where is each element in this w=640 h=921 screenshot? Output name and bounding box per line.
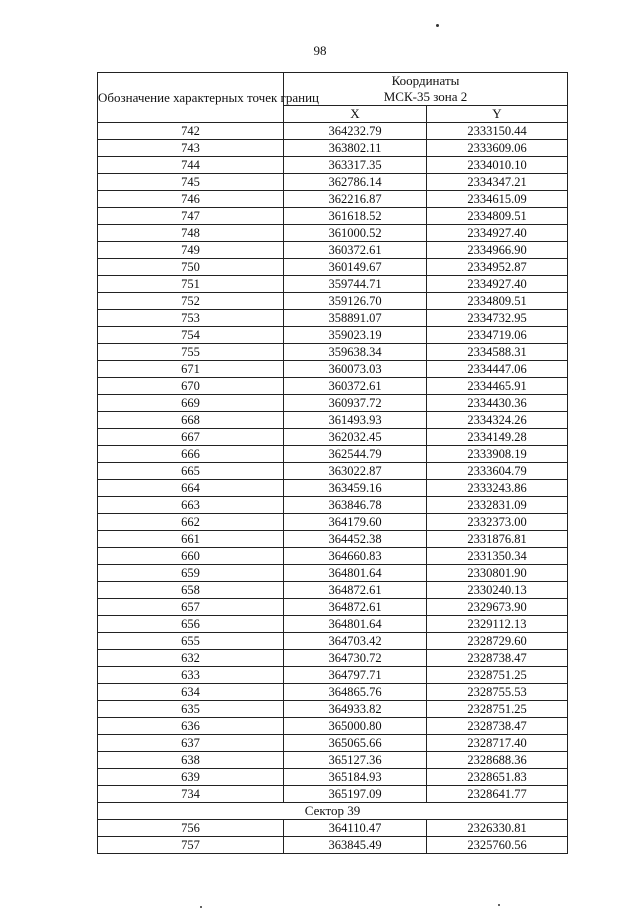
table-body-main bbox=[98, 123, 568, 803]
point-cell: 664 bbox=[98, 480, 284, 497]
x-cell: 362032.45 bbox=[284, 429, 427, 446]
y-cell: 2334809.51 bbox=[427, 293, 568, 310]
point-cell: 754 bbox=[98, 327, 284, 344]
table-row bbox=[98, 701, 568, 718]
table-row bbox=[98, 157, 568, 174]
y-cell: 2334149.28 bbox=[427, 429, 568, 446]
table-row bbox=[98, 276, 568, 293]
x-cell: 364801.64 bbox=[284, 616, 427, 633]
point-cell: 632 bbox=[98, 650, 284, 667]
x-cell: 364730.72 bbox=[284, 650, 427, 667]
table-row bbox=[98, 582, 568, 599]
point-cell: 659 bbox=[98, 565, 284, 582]
y-cell: 2333604.79 bbox=[427, 463, 568, 480]
point-cell: 742 bbox=[98, 123, 284, 140]
point-cell: 633 bbox=[98, 667, 284, 684]
x-cell: 362544.79 bbox=[284, 446, 427, 463]
y-cell: 2332373.00 bbox=[427, 514, 568, 531]
y-cell: 2334588.31 bbox=[427, 344, 568, 361]
point-cell: 658 bbox=[98, 582, 284, 599]
y-cell: 2330801.90 bbox=[427, 565, 568, 582]
scan-speck bbox=[498, 904, 500, 906]
y-cell: 2328751.25 bbox=[427, 701, 568, 718]
point-cell: 663 bbox=[98, 497, 284, 514]
point-cell: 755 bbox=[98, 344, 284, 361]
y-cell: 2334430.36 bbox=[427, 395, 568, 412]
point-cell: 660 bbox=[98, 548, 284, 565]
x-cell: 364110.47 bbox=[284, 820, 427, 837]
sector-section bbox=[98, 803, 568, 820]
point-cell: 747 bbox=[98, 208, 284, 225]
point-cell: 634 bbox=[98, 684, 284, 701]
scan-speck bbox=[436, 24, 439, 27]
x-cell: 360149.67 bbox=[284, 259, 427, 276]
x-cell: 364872.61 bbox=[284, 599, 427, 616]
table-row bbox=[98, 395, 568, 412]
table-row bbox=[98, 752, 568, 769]
point-cell: 671 bbox=[98, 361, 284, 378]
y-cell: 2331876.81 bbox=[427, 531, 568, 548]
table-row bbox=[98, 837, 568, 854]
table-row bbox=[98, 191, 568, 208]
x-cell: 363845.49 bbox=[284, 837, 427, 854]
point-cell: 750 bbox=[98, 259, 284, 276]
y-cell: 2333243.86 bbox=[427, 480, 568, 497]
scan-speck bbox=[200, 906, 202, 908]
table-row bbox=[98, 616, 568, 633]
point-cell: 749 bbox=[98, 242, 284, 259]
x-cell: 364703.42 bbox=[284, 633, 427, 650]
point-cell: 667 bbox=[98, 429, 284, 446]
table-row bbox=[98, 225, 568, 242]
y-cell: 2329112.13 bbox=[427, 616, 568, 633]
x-cell: 364801.64 bbox=[284, 565, 427, 582]
x-cell: 362786.14 bbox=[284, 174, 427, 191]
table-row bbox=[98, 242, 568, 259]
y-cell: 2332831.09 bbox=[427, 497, 568, 514]
point-cell: 666 bbox=[98, 446, 284, 463]
point-cell: 668 bbox=[98, 412, 284, 429]
table-row bbox=[98, 327, 568, 344]
table-row bbox=[98, 344, 568, 361]
y-cell: 2328717.40 bbox=[427, 735, 568, 752]
y-cell: 2334324.26 bbox=[427, 412, 568, 429]
table-row bbox=[98, 820, 568, 837]
y-cell: 2334809.51 bbox=[427, 208, 568, 225]
coordinates-table bbox=[97, 72, 568, 854]
point-cell: 665 bbox=[98, 463, 284, 480]
x-cell: 361618.52 bbox=[284, 208, 427, 225]
point-cell: 753 bbox=[98, 310, 284, 327]
point-cell: 744 bbox=[98, 157, 284, 174]
point-cell: 752 bbox=[98, 293, 284, 310]
y-cell: 2328688.36 bbox=[427, 752, 568, 769]
point-cell: 743 bbox=[98, 140, 284, 157]
y-cell: 2329673.90 bbox=[427, 599, 568, 616]
point-cell: 745 bbox=[98, 174, 284, 191]
table-row bbox=[98, 429, 568, 446]
coordinates-group-header bbox=[284, 73, 568, 106]
table-row bbox=[98, 769, 568, 786]
table-row bbox=[98, 531, 568, 548]
y-cell: 2328751.25 bbox=[427, 667, 568, 684]
y-cell: 2334615.09 bbox=[427, 191, 568, 208]
x-cell: 359638.34 bbox=[284, 344, 427, 361]
coordinate-system: МСК-35 зона 2 bbox=[383, 89, 468, 104]
y-cell: 2331350.34 bbox=[427, 548, 568, 565]
x-cell: 365065.66 bbox=[284, 735, 427, 752]
x-cell: 359744.71 bbox=[284, 276, 427, 293]
y-cell: 2333609.06 bbox=[427, 140, 568, 157]
y-cell: 2328651.83 bbox=[427, 769, 568, 786]
y-cell: 2328755.53 bbox=[427, 684, 568, 701]
y-cell: 2328738.47 bbox=[427, 650, 568, 667]
table-row bbox=[98, 684, 568, 701]
point-cell: 639 bbox=[98, 769, 284, 786]
y-cell: 2326330.81 bbox=[427, 820, 568, 837]
y-cell: 2334952.87 bbox=[427, 259, 568, 276]
y-cell: 2334732.95 bbox=[427, 310, 568, 327]
x-cell: 360372.61 bbox=[284, 378, 427, 395]
table-row bbox=[98, 599, 568, 616]
x-cell: 365184.93 bbox=[284, 769, 427, 786]
table-row bbox=[98, 463, 568, 480]
table-row bbox=[98, 140, 568, 157]
point-cell: 637 bbox=[98, 735, 284, 752]
table-row bbox=[98, 310, 568, 327]
point-cell: 662 bbox=[98, 514, 284, 531]
point-cell: 746 bbox=[98, 191, 284, 208]
table-row bbox=[98, 446, 568, 463]
coordinates-title: Координаты bbox=[391, 73, 460, 88]
table-row bbox=[98, 123, 568, 140]
x-cell: 364660.83 bbox=[284, 548, 427, 565]
y-cell: 2334010.10 bbox=[427, 157, 568, 174]
y-cell: 2333150.44 bbox=[427, 123, 568, 140]
point-cell: 656 bbox=[98, 616, 284, 633]
y-cell: 2334447.06 bbox=[427, 361, 568, 378]
y-column-header: Y bbox=[427, 106, 568, 123]
table-row bbox=[98, 735, 568, 752]
header-row bbox=[98, 73, 568, 106]
table-row bbox=[98, 633, 568, 650]
table-body-sector bbox=[98, 820, 568, 854]
point-cell: 757 bbox=[98, 837, 284, 854]
x-cell: 364872.61 bbox=[284, 582, 427, 599]
x-cell: 359023.19 bbox=[284, 327, 427, 344]
x-cell: 360372.61 bbox=[284, 242, 427, 259]
y-cell: 2328641.77 bbox=[427, 786, 568, 803]
x-cell: 364452.38 bbox=[284, 531, 427, 548]
x-cell: 361000.52 bbox=[284, 225, 427, 242]
point-cell: 734 bbox=[98, 786, 284, 803]
x-cell: 363846.78 bbox=[284, 497, 427, 514]
y-cell: 2328738.47 bbox=[427, 718, 568, 735]
point-cell: 636 bbox=[98, 718, 284, 735]
x-cell: 364797.71 bbox=[284, 667, 427, 684]
x-cell: 364933.82 bbox=[284, 701, 427, 718]
table-row bbox=[98, 718, 568, 735]
table-row bbox=[98, 514, 568, 531]
y-cell: 2334927.40 bbox=[427, 276, 568, 293]
y-cell: 2333908.19 bbox=[427, 446, 568, 463]
sector-row bbox=[98, 803, 568, 820]
x-cell: 363802.11 bbox=[284, 140, 427, 157]
x-cell: 365000.80 bbox=[284, 718, 427, 735]
y-cell: 2334719.06 bbox=[427, 327, 568, 344]
x-cell: 364179.60 bbox=[284, 514, 427, 531]
table-row bbox=[98, 412, 568, 429]
point-cell: 756 bbox=[98, 820, 284, 837]
table-row bbox=[98, 174, 568, 191]
point-cell: 670 bbox=[98, 378, 284, 395]
point-cell: 748 bbox=[98, 225, 284, 242]
y-cell: 2334347.21 bbox=[427, 174, 568, 191]
y-cell: 2328729.60 bbox=[427, 633, 568, 650]
point-cell: 655 bbox=[98, 633, 284, 650]
x-cell: 365127.36 bbox=[284, 752, 427, 769]
x-cell: 363459.16 bbox=[284, 480, 427, 497]
table-row bbox=[98, 786, 568, 803]
point-cell: 669 bbox=[98, 395, 284, 412]
point-column-header: Обозначение характерных точек границ bbox=[98, 73, 284, 123]
table-row bbox=[98, 293, 568, 310]
table-row bbox=[98, 548, 568, 565]
y-cell: 2325760.56 bbox=[427, 837, 568, 854]
point-cell: 661 bbox=[98, 531, 284, 548]
y-cell: 2334966.90 bbox=[427, 242, 568, 259]
x-cell: 365197.09 bbox=[284, 786, 427, 803]
x-cell: 364865.76 bbox=[284, 684, 427, 701]
point-cell: 635 bbox=[98, 701, 284, 718]
point-cell: 657 bbox=[98, 599, 284, 616]
x-cell: 361493.93 bbox=[284, 412, 427, 429]
point-cell: 751 bbox=[98, 276, 284, 293]
x-cell: 360073.03 bbox=[284, 361, 427, 378]
table-row bbox=[98, 497, 568, 514]
point-cell: 638 bbox=[98, 752, 284, 769]
table-row bbox=[98, 565, 568, 582]
x-cell: 363022.87 bbox=[284, 463, 427, 480]
table-row bbox=[98, 208, 568, 225]
table-row bbox=[98, 361, 568, 378]
table-row bbox=[98, 378, 568, 395]
table-row bbox=[98, 480, 568, 497]
x-cell: 364232.79 bbox=[284, 123, 427, 140]
table-row bbox=[98, 667, 568, 684]
x-cell: 362216.87 bbox=[284, 191, 427, 208]
x-cell: 363317.35 bbox=[284, 157, 427, 174]
x-cell: 358891.07 bbox=[284, 310, 427, 327]
x-cell: 359126.70 bbox=[284, 293, 427, 310]
y-cell: 2330240.13 bbox=[427, 582, 568, 599]
table-row bbox=[98, 650, 568, 667]
table-row bbox=[98, 259, 568, 276]
y-cell: 2334927.40 bbox=[427, 225, 568, 242]
y-cell: 2334465.91 bbox=[427, 378, 568, 395]
x-cell: 360937.72 bbox=[284, 395, 427, 412]
page-number: 98 bbox=[313, 43, 327, 58]
x-column-header: X bbox=[284, 106, 427, 123]
sector-label: Сектор 39 bbox=[98, 803, 568, 820]
